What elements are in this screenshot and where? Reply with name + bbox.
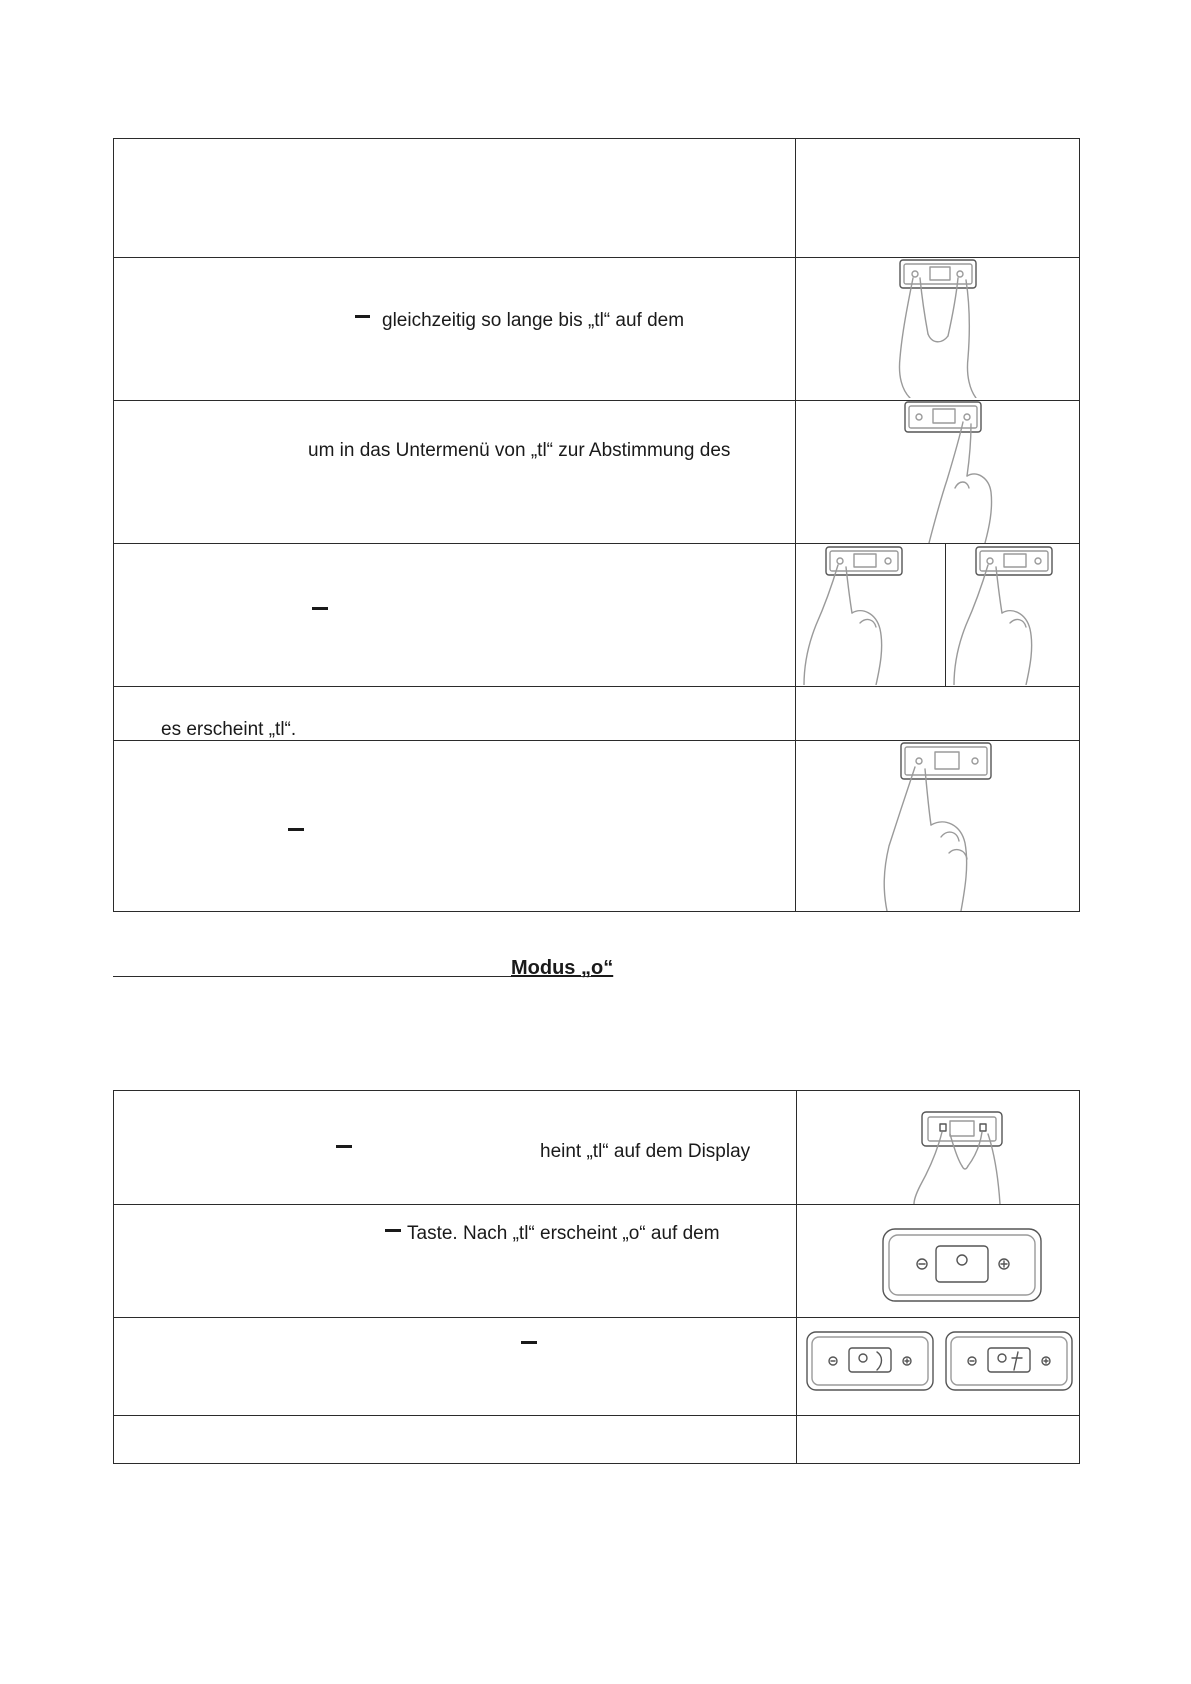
finger-press-plus-icon — [895, 400, 1005, 543]
row-5-text: es erscheint „tl“. — [161, 719, 297, 740]
finger-press-minus-icon — [875, 741, 1005, 911]
row-divider — [113, 1415, 1080, 1416]
row-2-text: gleichzeitig so lange bis „tl“ auf dem — [382, 310, 685, 331]
column-divider — [796, 1090, 797, 1464]
t2-row-1-text: heint „tl“ auf dem Display — [540, 1141, 751, 1162]
finger-press-minus-icon — [950, 545, 1060, 685]
row-divider — [113, 686, 1080, 687]
minus-key-symbol — [385, 1229, 401, 1232]
minus-key-symbol — [336, 1145, 352, 1148]
row-divider — [113, 543, 1080, 544]
section-title: Modus „o“ — [511, 957, 614, 979]
row-divider — [113, 1317, 1080, 1318]
two-finger-press-icon — [910, 1108, 1010, 1204]
column-divider — [945, 543, 946, 686]
minus-key-symbol — [521, 1341, 537, 1344]
display-panel-icon — [880, 1226, 1044, 1304]
t2-row-2-text: Taste. Nach „tl“ erscheint „o“ auf dem — [407, 1223, 720, 1244]
display-panel-icon — [944, 1330, 1074, 1392]
row-3-text: um in das Untermenü von „tl“ zur Abstimmung des — [308, 440, 731, 461]
minus-key-symbol — [288, 828, 304, 831]
display-panel-icon — [805, 1330, 935, 1392]
minus-key-symbol — [312, 607, 328, 610]
row-divider — [113, 1204, 1080, 1205]
minus-key-symbol — [355, 315, 370, 318]
column-divider — [795, 138, 796, 912]
finger-press-minus-icon — [800, 545, 910, 685]
two-finger-press-icon — [880, 258, 990, 398]
